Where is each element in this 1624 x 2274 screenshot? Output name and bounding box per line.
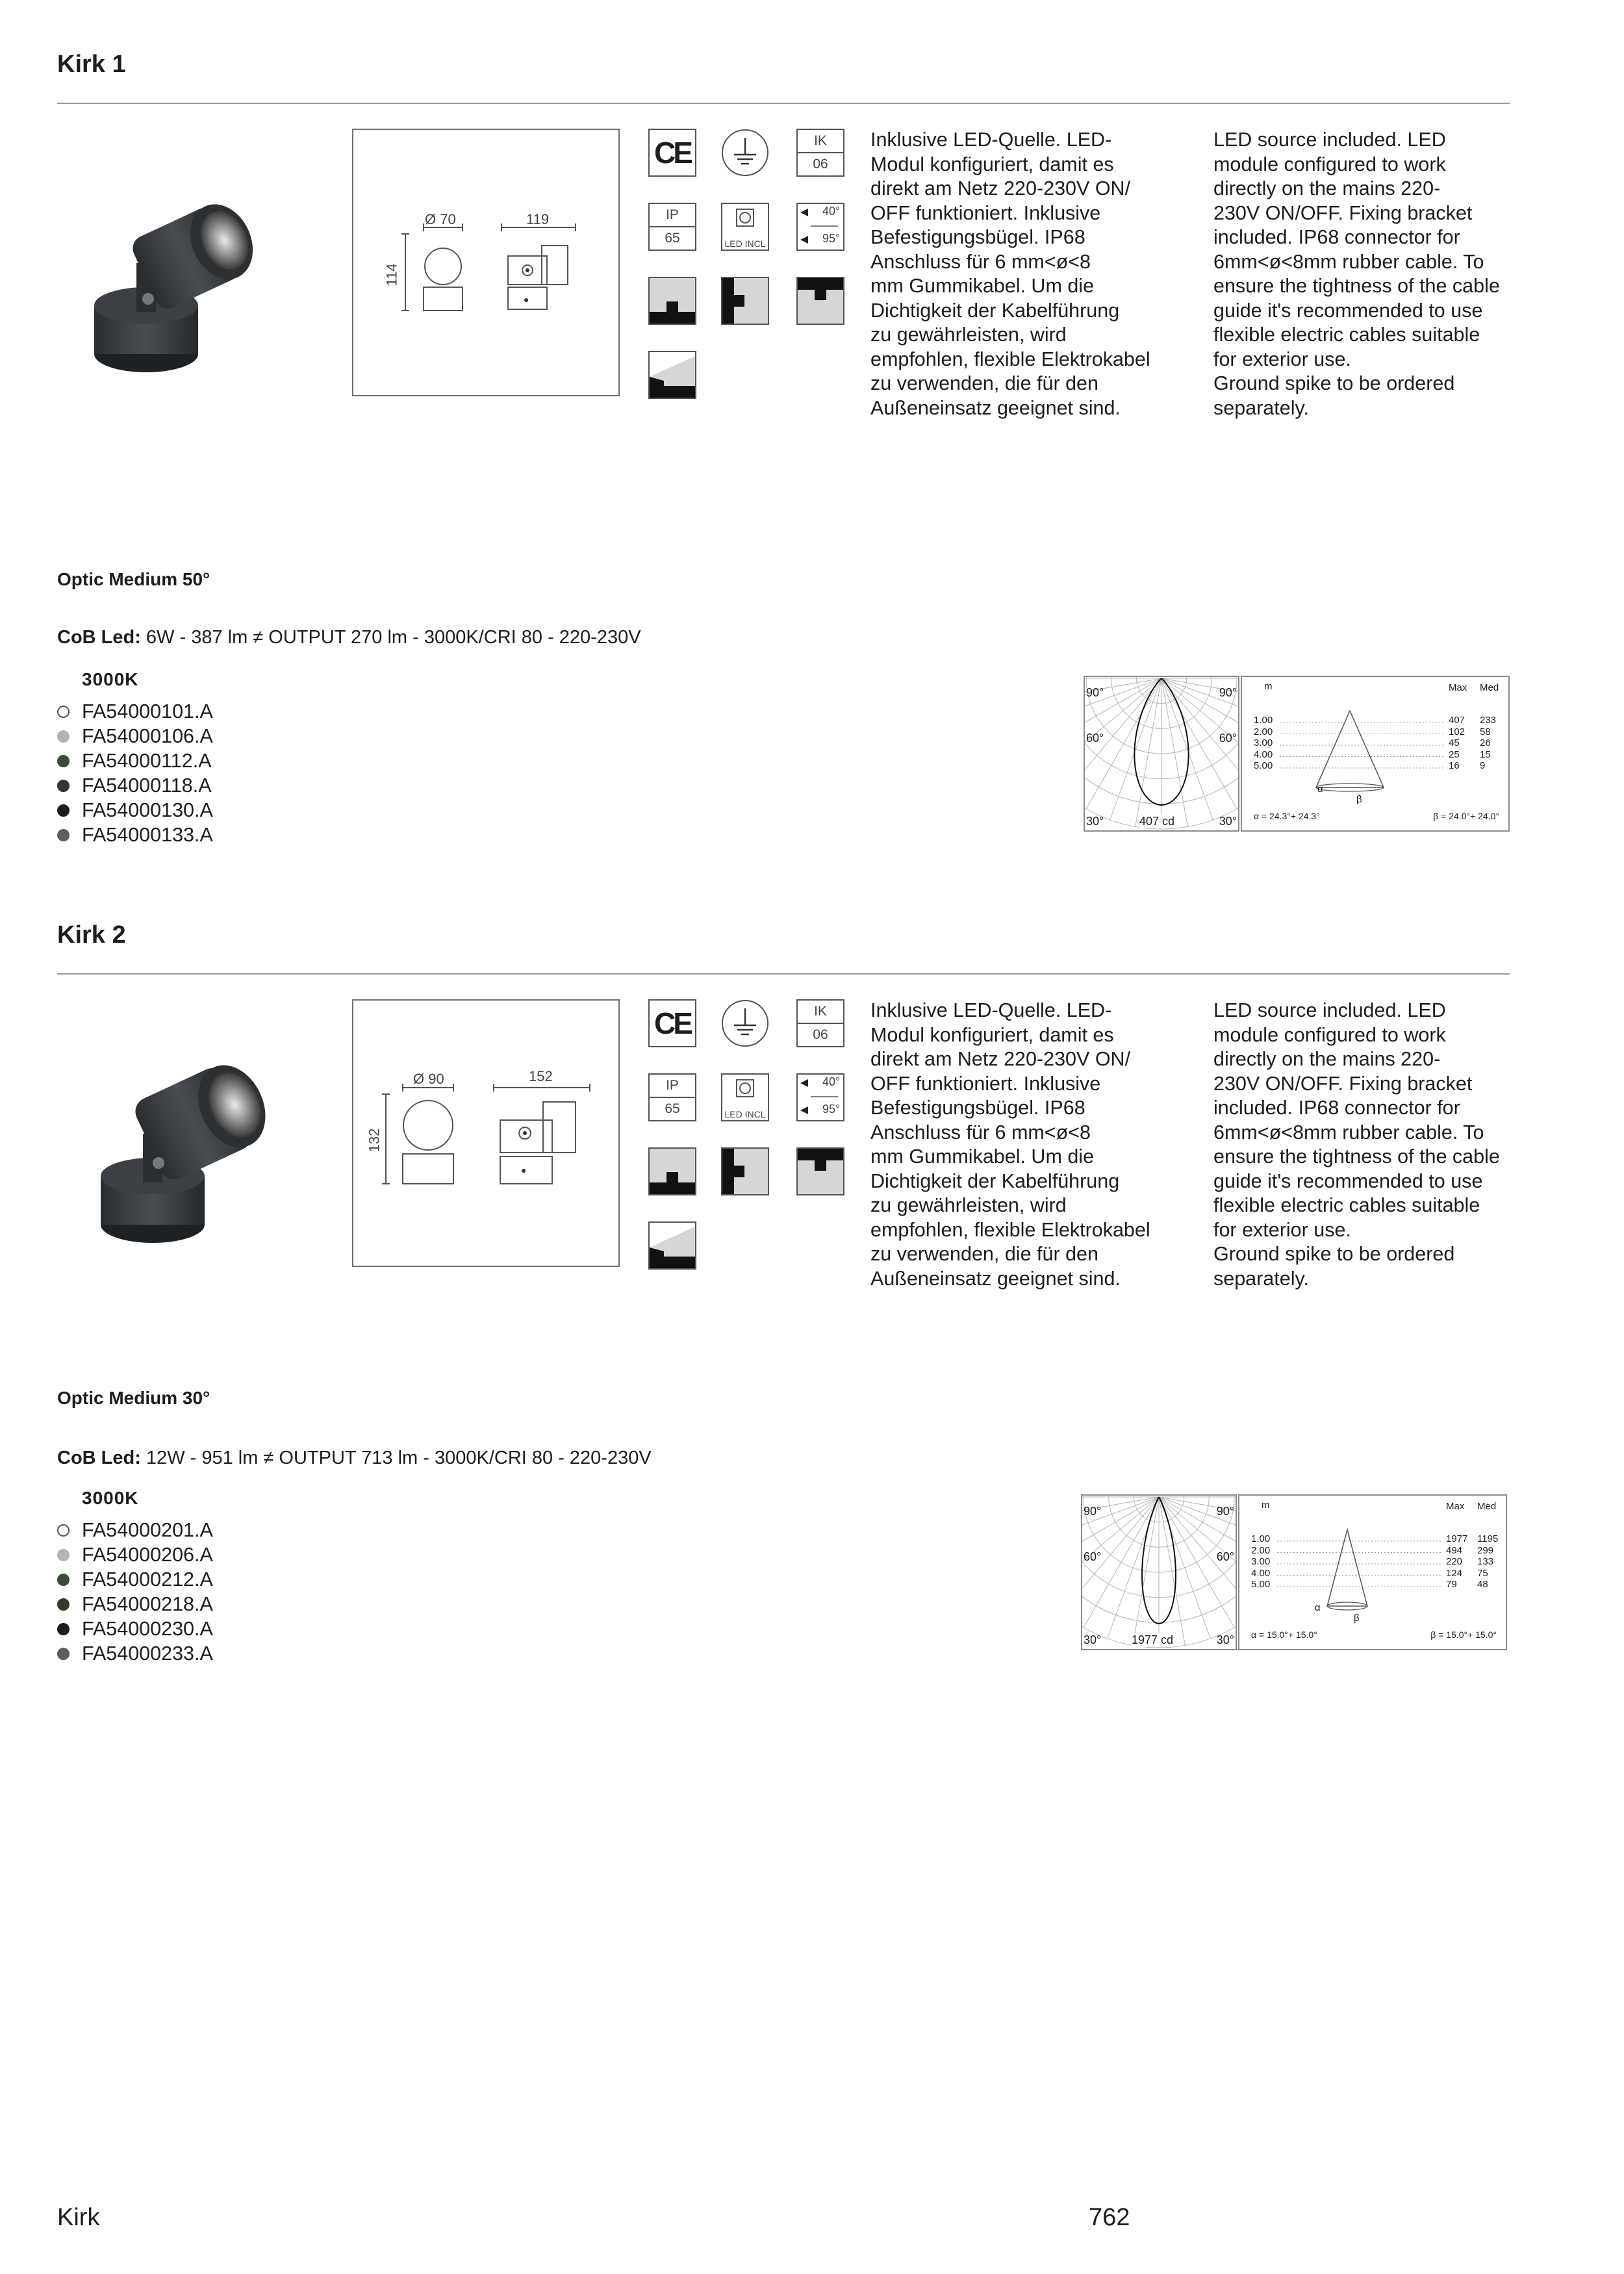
beta-angle: β = 15.0°+ 15.0°	[1430, 1629, 1497, 1640]
color-temperature: 3000K	[82, 669, 139, 689]
max-lux-value: 124	[1446, 1567, 1463, 1579]
distance-value: 4.00	[1251, 1567, 1271, 1579]
med-lux-value: 299	[1477, 1544, 1494, 1556]
product-code-row[interactable]: FA54000230.A	[57, 1616, 213, 1641]
max-lux-value: 79	[1446, 1579, 1457, 1590]
distance-value: 2.00	[1251, 1544, 1271, 1556]
angle-label: 30°	[1216, 1633, 1234, 1646]
section-divider	[57, 103, 1510, 104]
product-code-row[interactable]: FA54000218.A	[57, 1592, 213, 1616]
peak-intensity-label: 1977 cd	[1132, 1633, 1174, 1646]
distance-value: 3.00	[1254, 737, 1273, 748]
earth-ground-icon	[721, 999, 769, 1047]
med-lux-value: 233	[1480, 715, 1497, 726]
description-de: Inklusive LED-Quelle. LED- Modul konfiguriert, damit es direkt am Netz 220-230V ON/ OFF funktioniert. Inklusive Befestigungsbügel. IP68 Anschluss für 6 mm<ø<8 mm Gummikabel. Um die Dichtigkeit der Kabelführung zu gewährleisten, wird empfohlen, flexible Elektrokabel zu verwenden, die für den Außeneinsatz geeignet sind.	[870, 999, 1150, 1290]
dim-diameter: Ø 90	[413, 1071, 444, 1087]
finish-swatch	[57, 1574, 70, 1586]
alpha-angle: α = 15.0°+ 15.0°	[1251, 1629, 1317, 1640]
ground-spike-icon	[648, 1221, 696, 1270]
finish-swatch	[57, 804, 70, 817]
angle-label: 60°	[1219, 732, 1237, 745]
max-lux-value: 1977	[1446, 1533, 1468, 1544]
ik-rating-icon: IK 06	[796, 129, 844, 177]
product-code-row[interactable]: FA54000233.A	[57, 1641, 213, 1666]
tilt-rotation-icon: 40° 95°	[796, 203, 844, 251]
distance-value: 1.00	[1251, 1533, 1271, 1544]
wall-mount-icon	[721, 1147, 769, 1195]
polar-diagram	[1081, 1494, 1237, 1650]
angle-label: 90°	[1086, 686, 1104, 699]
product-code-row[interactable]: FA54000206.A	[57, 1542, 213, 1567]
angle-label: 90°	[1084, 1505, 1102, 1518]
med-lux-value: 15	[1480, 748, 1491, 760]
description-en: LED source included. LED module configured to work directly on the mains 220- 230V ON/OFF. Fixing bracket included. IP68 connector for 6mm<ø<8mm rubber cable. To ensure the tightness of the cable guide it's recommended to use flexible electric cables suitable for exterior use. Ground spike to be ordered separately.	[1213, 129, 1500, 419]
dim-length: 152	[529, 1068, 553, 1084]
alpha-symbol: α	[1315, 1602, 1321, 1613]
led-included-icon: LED INCL	[721, 203, 769, 251]
product-code-row[interactable]: FA54000112.A	[57, 748, 213, 773]
product-code-row[interactable]: FA54000212.A	[57, 1567, 213, 1592]
led-included-icon: LED INCL	[721, 1073, 769, 1121]
product-code-list	[57, 699, 213, 847]
finish-swatch	[57, 706, 70, 718]
angle-label: 30°	[1086, 815, 1104, 828]
illuminance-cone-diagram: m Max Med 1.00 2.00 3.00 4.00 5.00 1977 494 220 124 79 1195 299 133 75 48 α β α = 15.0°+ 15.0° β = 15.0°+ 15.0°	[1238, 1494, 1507, 1650]
dim-height: 132	[366, 1128, 383, 1153]
finish-swatch	[57, 1648, 70, 1660]
distance-value: 2.00	[1254, 726, 1273, 737]
product-code-row[interactable]: FA54000130.A	[57, 798, 213, 823]
angle-label: 30°	[1219, 815, 1237, 828]
description-en: LED source included. LED module configured to work directly on the mains 220- 230V ON/OFF. Fixing bracket included. IP68 connector for 6mm<ø<8mm rubber cable. To ensure the tightness of the cable guide it's recommended to use flexible electric cables suitable for exterior use. Ground spike to be ordered separately.	[1213, 999, 1500, 1290]
floor-mount-icon	[648, 1147, 696, 1195]
max-lux-value: 220	[1446, 1556, 1463, 1567]
polar-diagram	[1084, 676, 1239, 832]
distance-value: 3.00	[1251, 1556, 1271, 1567]
med-lux-value: 75	[1477, 1567, 1488, 1579]
ip-rating-icon: IP 65	[648, 203, 696, 251]
optic-title: Optic Medium 50°	[57, 569, 210, 589]
beta-symbol: β	[1354, 1613, 1360, 1624]
distance-value: 1.00	[1254, 715, 1273, 726]
ik-rating-icon: IK 06	[796, 999, 844, 1047]
ground-spike-icon	[648, 351, 696, 399]
beta-symbol: β	[1356, 794, 1362, 805]
product-photo	[84, 166, 273, 387]
dim-height: 114	[383, 263, 400, 287]
med-lux-value: 26	[1480, 737, 1491, 748]
med-lux-value: 58	[1480, 726, 1491, 737]
angle-label: 60°	[1086, 732, 1104, 745]
tilt-rotation-icon: 40° 95°	[796, 1073, 844, 1121]
product-code-list	[57, 1518, 213, 1666]
distance-value: 5.00	[1254, 760, 1273, 771]
finish-swatch	[57, 1623, 70, 1635]
angle-label: 60°	[1084, 1550, 1102, 1563]
max-lux-value: 16	[1449, 760, 1460, 771]
angle-label: 90°	[1219, 686, 1237, 699]
finish-swatch	[57, 730, 70, 743]
beta-angle: β = 24.0°+ 24.0°	[1433, 811, 1499, 821]
product-photo	[91, 1036, 279, 1257]
ceiling-mount-icon	[796, 277, 844, 325]
product-code-row[interactable]: FA54000201.A	[57, 1518, 213, 1542]
page-number: 762	[1089, 2204, 1130, 2231]
illuminance-cone-diagram: m Max Med 1.00 2.00 3.00 4.00 5.00 407 102 45 25 16 233 58 26 15 9 α β α = 24.3°+ 24.3° β = 24.0°+ 24.0°	[1241, 676, 1510, 832]
finish-swatch	[57, 1598, 70, 1611]
floor-mount-icon	[648, 277, 696, 325]
alpha-symbol: α	[1317, 784, 1323, 795]
finish-swatch	[57, 755, 70, 767]
wall-mount-icon	[721, 277, 769, 325]
color-temperature: 3000K	[82, 1488, 139, 1508]
med-lux-value: 48	[1477, 1579, 1488, 1590]
ce-mark-icon: CE	[648, 999, 696, 1047]
max-lux-value: 45	[1449, 737, 1460, 748]
med-lux-value: 1195	[1477, 1533, 1499, 1544]
cob-led-spec: CoB Led: 6W - 387 lm ≠ OUTPUT 270 lm - 3000K/CRI 80 - 220-230V	[57, 627, 641, 648]
dim-length: 119	[526, 211, 550, 227]
angle-label: 60°	[1216, 1550, 1234, 1563]
angle-label: 90°	[1216, 1505, 1234, 1518]
product-title: Kirk 1	[57, 51, 126, 78]
max-lux-value: 25	[1449, 748, 1460, 760]
cob-led-spec: CoB Led: 12W - 951 lm ≠ OUTPUT 713 lm - 3000K/CRI 80 - 220-230V	[57, 1448, 652, 1468]
footer-family-name: Kirk	[57, 2204, 100, 2231]
dim-diameter: Ø 70	[425, 211, 456, 227]
finish-swatch	[57, 1549, 70, 1561]
optic-title: Optic Medium 30°	[57, 1388, 210, 1408]
ce-mark-icon: CE	[648, 129, 696, 177]
product-code-row[interactable]: FA54000133.A	[57, 823, 213, 847]
section-divider	[57, 973, 1510, 975]
finish-swatch	[57, 1524, 70, 1537]
product-code-row[interactable]: FA54000106.A	[57, 724, 213, 748]
max-lux-value: 494	[1446, 1544, 1463, 1556]
med-lux-value: 133	[1477, 1556, 1494, 1567]
product-code-row[interactable]: FA54000101.A	[57, 699, 213, 724]
dimension-drawing	[352, 999, 620, 1267]
alpha-angle: α = 24.3°+ 24.3°	[1254, 811, 1320, 821]
ip-rating-icon: IP 65	[648, 1073, 696, 1121]
product-code-row[interactable]: FA54000118.A	[57, 773, 213, 798]
ceiling-mount-icon	[796, 1147, 844, 1195]
max-lux-value: 102	[1449, 726, 1465, 737]
angle-label: 30°	[1084, 1633, 1102, 1646]
dimension-drawing	[352, 129, 620, 396]
med-lux-value: 9	[1480, 760, 1486, 771]
earth-ground-icon	[721, 129, 769, 177]
finish-swatch	[57, 780, 70, 792]
finish-swatch	[57, 829, 70, 841]
distance-value: 4.00	[1254, 748, 1273, 760]
max-lux-value: 407	[1449, 715, 1465, 726]
peak-intensity-label: 407 cd	[1139, 815, 1175, 828]
description-de: Inklusive LED-Quelle. LED- Modul konfiguriert, damit es direkt am Netz 220-230V ON/ OFF funktioniert. Inklusive Befestigungsbügel. IP68 Anschluss für 6 mm<ø<8 mm Gummikabel. Um die Dichtigkeit der Kabelführung zu gewährleisten, wird empfohlen, flexible Elektrokabel zu verwenden, die für den Außeneinsatz geeignet sind.	[870, 129, 1150, 419]
product-title: Kirk 2	[57, 921, 126, 949]
distance-value: 5.00	[1251, 1579, 1271, 1590]
